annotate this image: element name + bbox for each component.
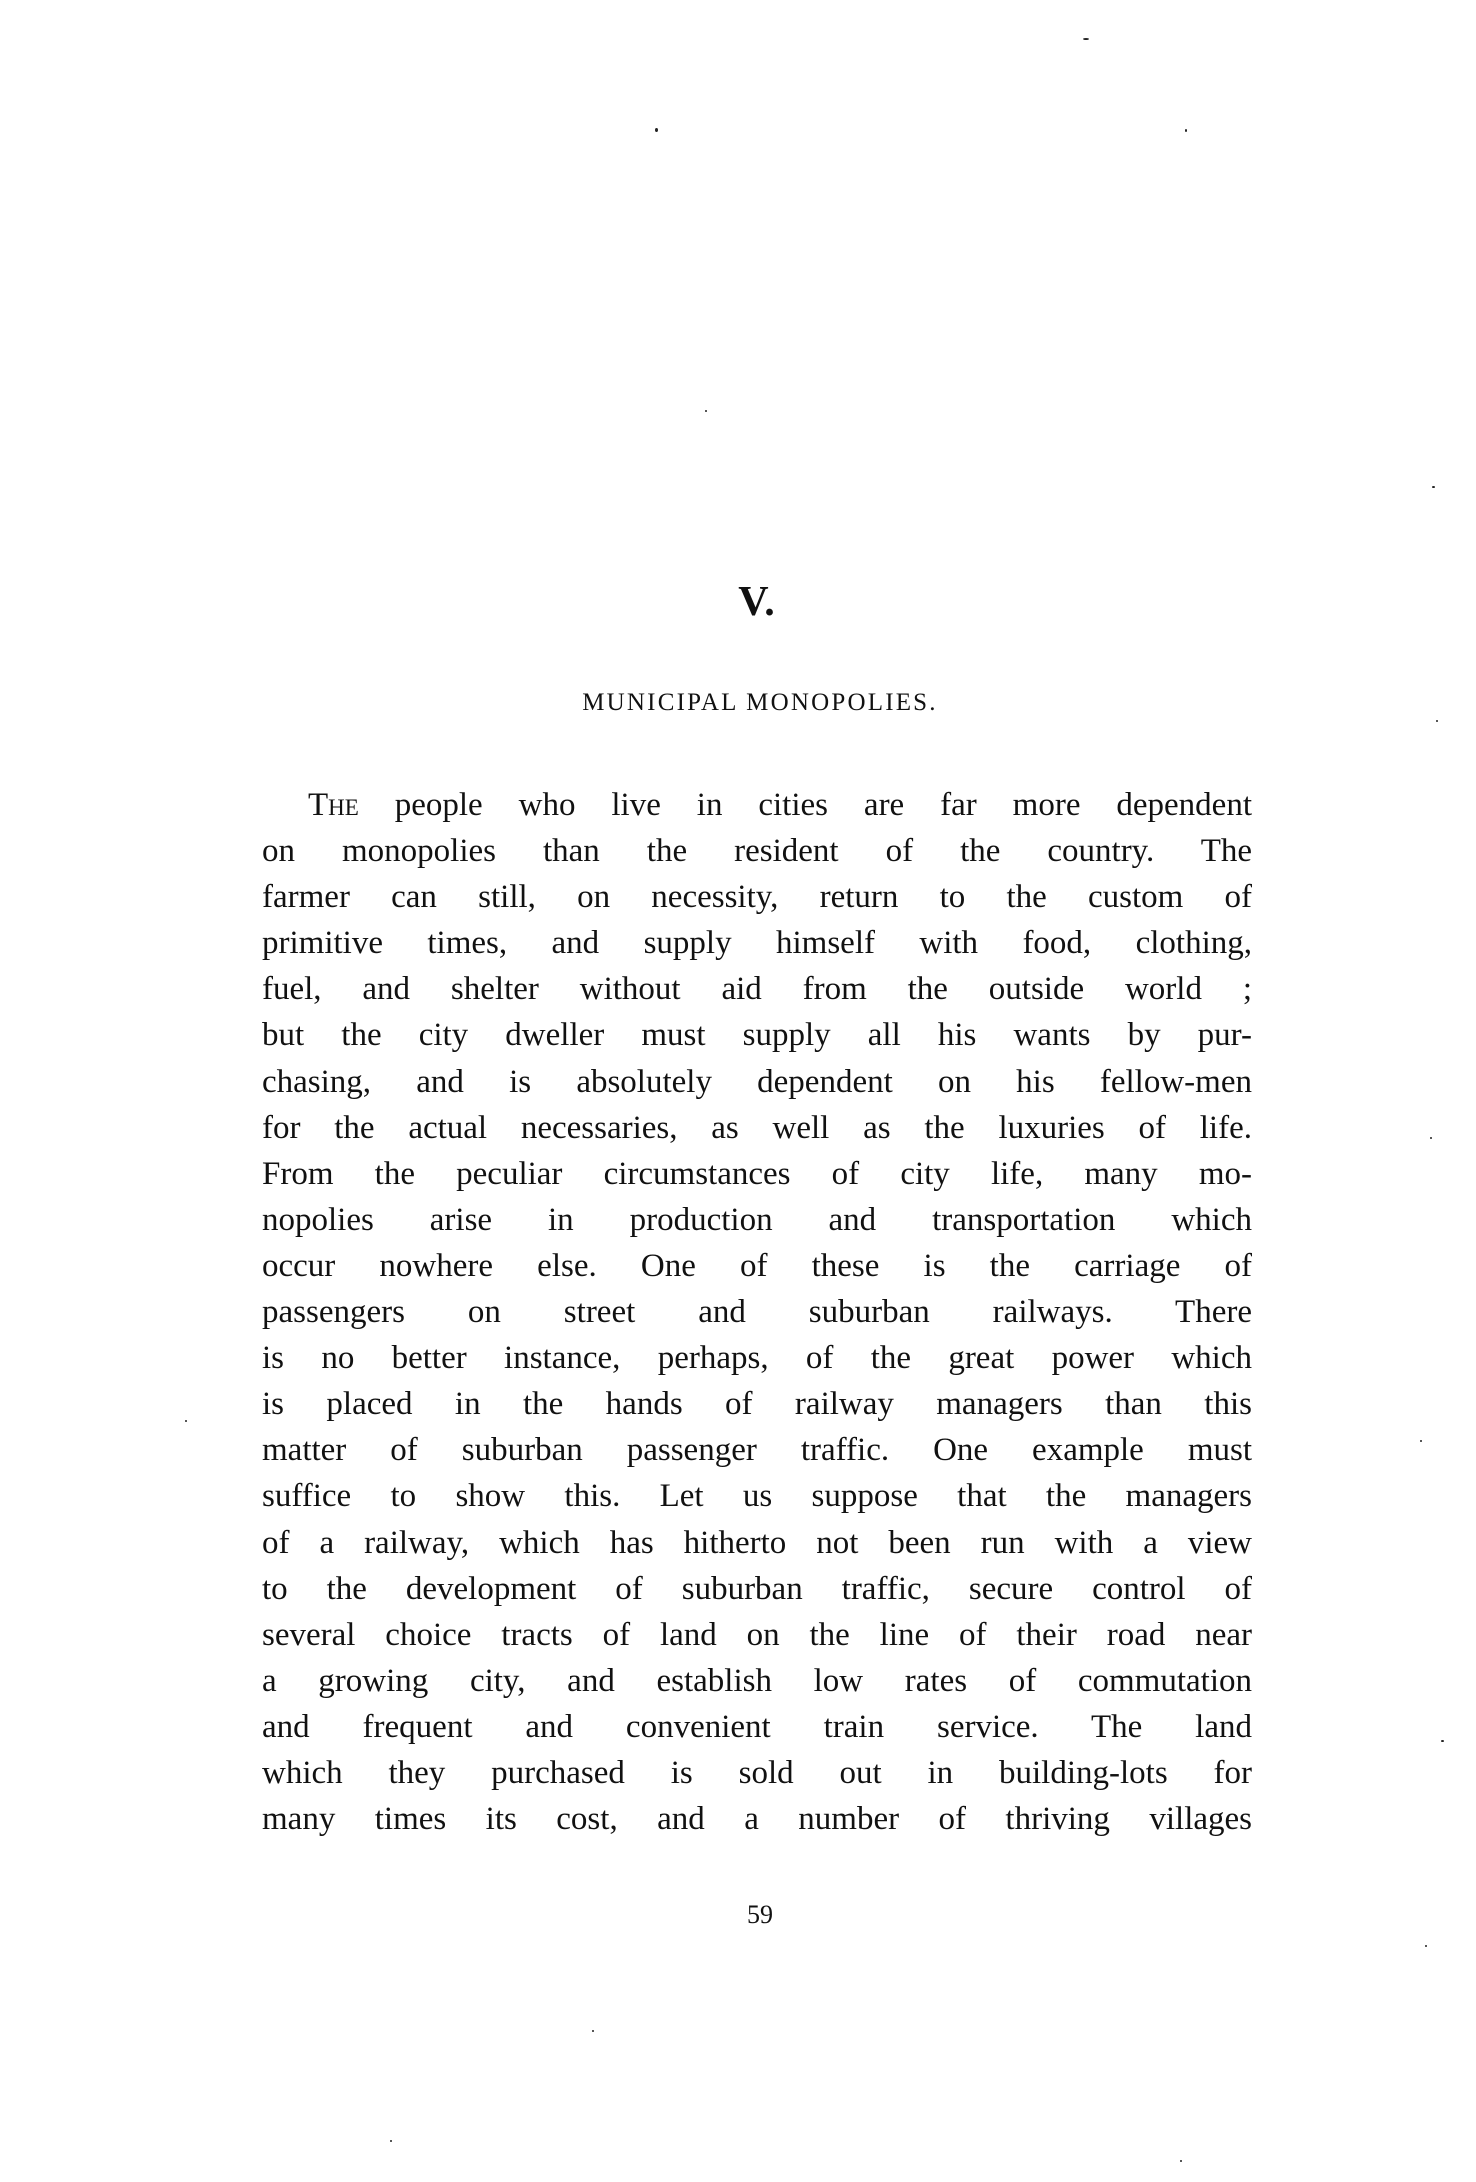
scan-speck: [390, 2140, 392, 2142]
scan-speck: [1430, 1137, 1432, 1139]
text-line: and frequent and convenient train service. The land: [262, 1708, 1252, 1745]
scan-speck: [185, 1420, 187, 1422]
text-line: to the development of suburban traffic, secure control of: [262, 1570, 1252, 1607]
scan-speck: [1432, 486, 1435, 488]
text-line: primitive times, and supply himself with food, clothing,: [262, 925, 1252, 962]
chapter-title: MUNICIPAL MONOPOLIES.: [582, 689, 938, 716]
text-line: suffice to show this. Let us suppose that the managers: [262, 1478, 1252, 1515]
text-line: passengers on street and suburban railways. There: [262, 1294, 1252, 1331]
text-line: matter of suburban passenger traffic. One example must: [262, 1432, 1252, 1469]
text-line: From the peculiar circumstances of city life, many mo-: [262, 1155, 1252, 1192]
chapter-number: V.: [738, 579, 776, 625]
text-line: but the city dweller must supply all his wants by pur-: [262, 1017, 1252, 1054]
text-line-content: people who live in cities are far more dependent: [358, 787, 1252, 823]
text-line: of a railway, which has hitherto not been run with a view: [262, 1524, 1252, 1561]
text-line: is placed in the hands of railway managers than this: [262, 1386, 1252, 1423]
text-line: several choice tracts of land on the line of their road near: [262, 1616, 1252, 1653]
text-line: for the actual necessaries, as well as the luxuries of life.: [262, 1109, 1252, 1146]
text-line: fuel, and shelter without aid from the outside world ;: [262, 971, 1252, 1008]
page-number: 59: [747, 1900, 773, 1929]
scan-speck: [1420, 1440, 1422, 1442]
text-line: is no better instance, perhaps, of the great power which: [262, 1340, 1252, 1377]
scan-speck: [1436, 720, 1438, 722]
text-line: occur nowhere else. One of these is the carriage of: [262, 1247, 1252, 1284]
text-line: [262, 782, 1252, 828]
scan-speck: [1180, 2160, 1182, 2162]
scan-speck: [705, 410, 707, 412]
text-line: on monopolies than the resident of the country. The: [262, 833, 1252, 870]
body-paragraph: [262, 782, 1252, 1842]
scan-speck: [1185, 129, 1187, 132]
text-line: a growing city, and establish low rates of commutation: [262, 1662, 1252, 1699]
text-line: nopolies arise in production and transportation which: [262, 1201, 1252, 1238]
drop-word-smallcaps: The: [308, 787, 359, 823]
text-line: chasing, and is absolutely dependent on his fellow-men: [262, 1063, 1252, 1100]
text-line: many times its cost, and a number of thriving villages: [262, 1801, 1252, 1838]
scan-speck: [1441, 1740, 1444, 1742]
text-line: which they purchased is sold out in building-lots for: [262, 1754, 1252, 1791]
scan-speck: [592, 2030, 594, 2032]
text-line: farmer can still, on necessity, return to the custom of: [262, 879, 1252, 916]
scan-speck: [1083, 38, 1089, 40]
scan-speck: [1425, 1945, 1427, 1947]
scan-speck: [655, 128, 658, 132]
